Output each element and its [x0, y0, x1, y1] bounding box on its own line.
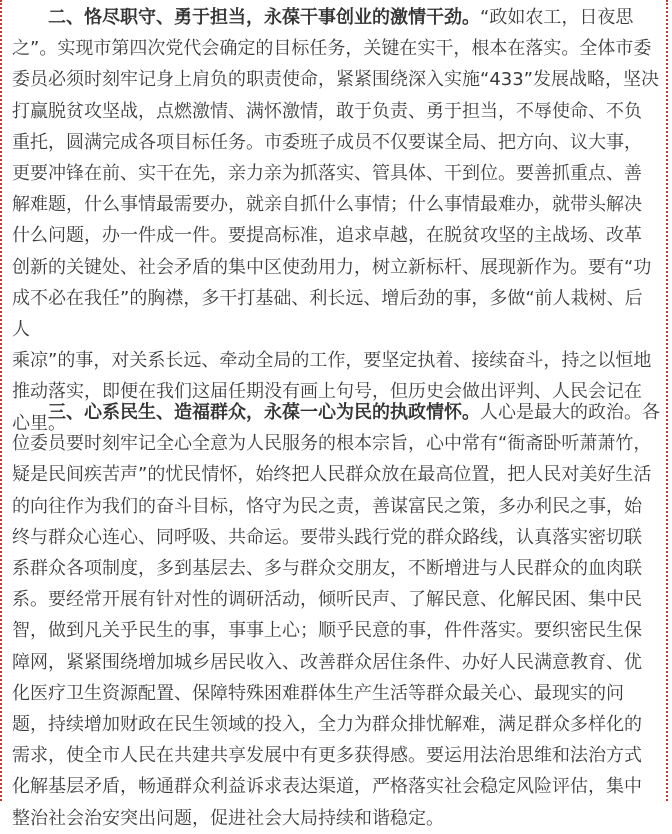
text-line: 的向往作为我们的奋斗目标，恪守为民之责，善谋富民之策，多办利民之事，始: [12, 495, 642, 517]
text-line: 什么问题，办一件成一件。要提高标准，追求卓越，在脱贫攻坚的主战场、改革: [12, 225, 642, 247]
paragraph-2: [12, 2, 660, 439]
text-line: 疑是民间疾苦声”的忧民情怀，始终把人民群众放在最高位置，把人民对美好生活: [12, 464, 652, 486]
text-line: 障网，紧紧围绕增加城乡居民收入、改善群众居住条件、办好人民满意教育、优: [12, 651, 642, 673]
text-line: 位委员要时刻牢记全心全意为人民服务的根本宗旨，心中常有“衙斋卧听萧萧竹，: [12, 433, 652, 455]
text-line: 重托，圆满完成各项目标任务。市委班子成员不仅要谋全局、把方向、议大事，: [12, 131, 642, 153]
text-line: 整治社会治安突出问题，促进社会大局持续和谐稳定。: [12, 807, 444, 829]
text-line: 智，做到凡关乎民生的事，事事上心；顺乎民意的事，件件落实。要织密民生保: [12, 620, 642, 642]
paragraph-heading: 三、心系民生、造福群众，永葆一心为民的执政情怀。: [48, 402, 480, 423]
text-line: 心里。: [12, 412, 66, 434]
text-line: 更要冲锋在前、实干在先，亲力亲为抓落实、管具体、干到位。要善抓重点、善: [12, 163, 642, 185]
text-line: 创新的关键处、社会矛盾的集中区使劲用力，树立新标杆、展现新作为。要有“功: [12, 256, 652, 278]
paragraph-3: [12, 397, 660, 834]
text-line: 系群众各项制度，多到基层去、多与群众交朋友，不断增进与人民群众的血肉联: [12, 558, 642, 580]
text-line: 解难题，什么事情最需要办，就亲自抓什么事情；什么事情最难办，就带头解决: [12, 194, 642, 216]
paragraph-heading: 二、恪尽职守、勇于担当，永葆干事创业的激情干劲。: [48, 7, 480, 28]
text-line: 题，持续增加财政在民生领域的投入，全力为群众排忧解难，满足群众多样化的: [12, 714, 642, 736]
text-run: “政如农工，日夜思: [480, 7, 634, 28]
text-line: [12, 397, 660, 428]
text-line: 委员必须时刻牢记身上肩负的职责使命，紧紧围绕深入实施“433”发展战略，坚决: [12, 69, 660, 91]
text-line: 之”。实现市第四次党代会确定的目标任务，关键在实干，根本在落实。全体市委: [12, 38, 652, 60]
text-run: 人心是最大的政治。各: [480, 402, 660, 423]
text-line: 化医疗卫生资源配置、保障特殊困难群体生产生活等群众最关心、最现实的问: [12, 682, 624, 704]
text-line: 终与群众心连心、同呼吸、共命运。要带头践行党的群众路线，认真落实密切联: [12, 526, 642, 548]
text-line: 化解基层矛盾，畅通群众利益诉求表达渠道，严格落实社会稳定风险评估，集中: [12, 776, 642, 798]
text-line: 系。要经常开展有针对性的调研活动，倾听民声、了解民意、化解民困、集中民: [12, 589, 642, 611]
text-line: 乘凉”的事，对关系长远、牵动全局的工作，要坚定执着、接续奋斗，持之以恒地: [12, 350, 652, 372]
text-line: 需求，使全市人民在共建共享发展中有更多获得感。要运用法治思维和法治方式: [12, 745, 642, 767]
text-line: [12, 2, 660, 33]
text-line: 推动落实，即便在我们这届任期没有画上句号，但历史会做出评判、人民会记在: [12, 381, 642, 403]
text-line: 成不必在我任”的胸襟，多干打基础、利长远、增后劲的事，多做“前人栽树、后人: [12, 287, 643, 341]
text-line: 打赢脱贫攻坚战，点燃激情、满怀激情，敢于负责、勇于担当，不辱使命、不负: [12, 100, 642, 122]
